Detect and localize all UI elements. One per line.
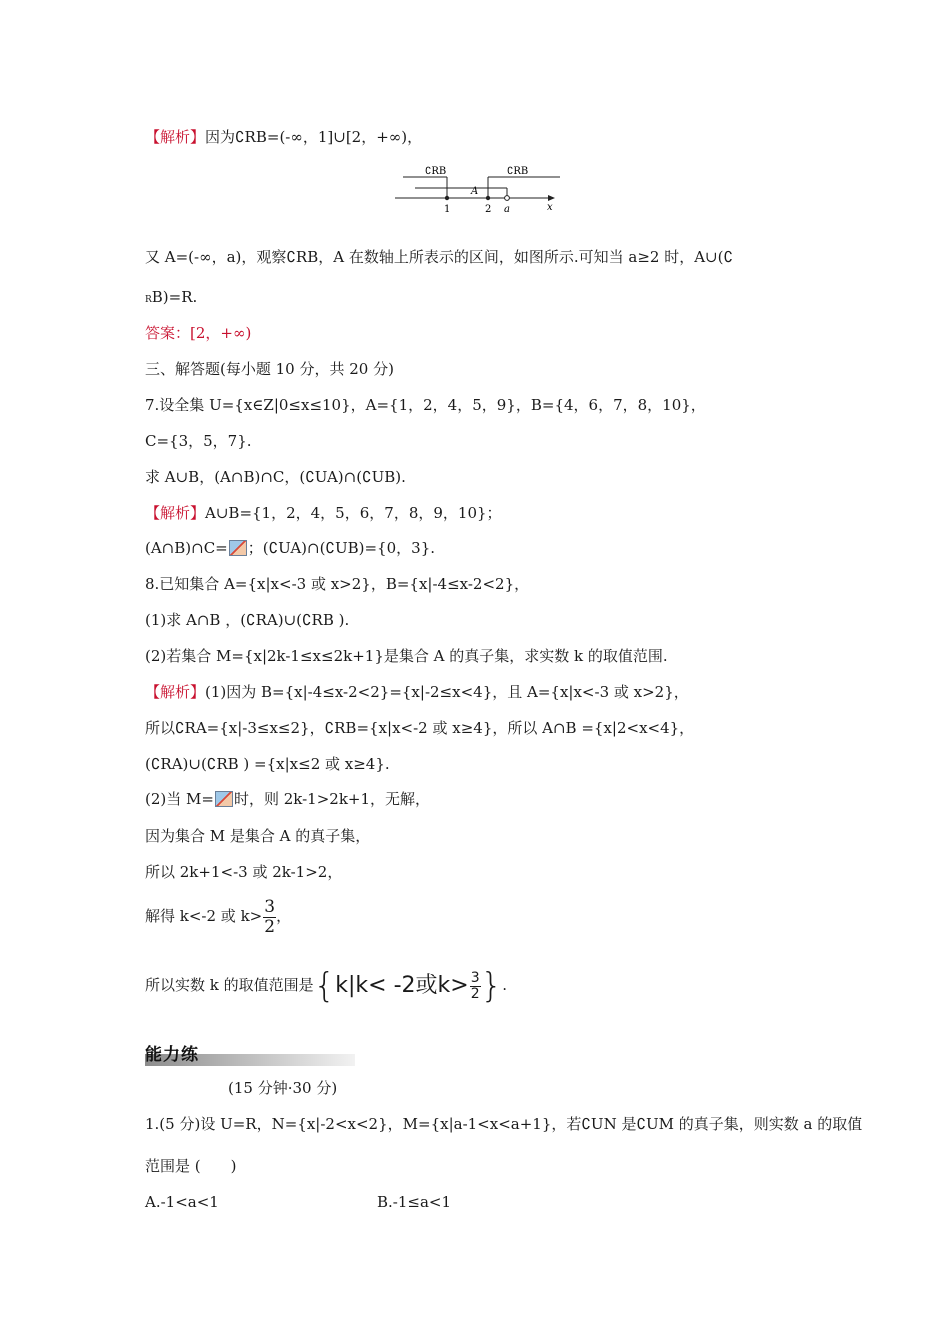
q1-line-1: 1.(5 分)设 U=R，N={x|-2<x<2}，M={x|a-1<x<a+1}，若∁UN 是∁UM 的真子集，则实数 a 的取值 bbox=[145, 1115, 863, 1133]
section-3-title: 三、解答题(每小题 10 分，共 20 分) bbox=[145, 360, 394, 378]
q7-analysis-line bbox=[145, 503, 502, 523]
q8-line-11a: 所以实数 k 的取值范围是 bbox=[145, 976, 314, 994]
subscript-r: R bbox=[145, 295, 152, 305]
q6-explanation-2-text: B)=R. bbox=[151, 288, 198, 306]
q7-analysis-text: A∪B={1，2，4，5，6，7，8，9，10}； bbox=[205, 504, 502, 522]
q8-line-11 bbox=[145, 963, 507, 1008]
q6-analysis-text: 因为∁RB=(-∞，1]∪[2，+∞)， bbox=[205, 128, 423, 146]
q6-explanation-2 bbox=[145, 287, 197, 310]
q8-line-2: (1)求 A∩B ，(∁RA)∪(∁RB ). bbox=[145, 611, 350, 629]
fraction-three-halves: $\frac{3}{2}$ bbox=[470, 969, 480, 1002]
q1-option-b: B.-1≤a<1 bbox=[377, 1193, 452, 1211]
q7-line-5a: (A∩B)∩C= bbox=[145, 539, 228, 557]
q8-line-3: (2)若集合 M={x|2k-1≤x≤2k+1}是集合 A 的真子集，求实数 k 的取值范围. bbox=[145, 647, 668, 665]
q8-line-11b: . bbox=[502, 976, 508, 994]
q6-answer: 答案：[2，+∞) bbox=[145, 324, 252, 342]
ability-section-header bbox=[145, 1040, 355, 1066]
time-score: (15 分钟·30 分) bbox=[228, 1079, 338, 1097]
analysis-tag: 【解析】 bbox=[145, 504, 206, 522]
point-a bbox=[505, 196, 510, 201]
label-a-set: A bbox=[471, 186, 479, 197]
q8-line-7a: (2)当 M= bbox=[145, 790, 214, 808]
q7-line-1: 7.设全集 U={x∈Z|0≤x≤10}，A={1，2，4，5，9}，B={4，6，7，8，10}， bbox=[145, 396, 706, 414]
q8-line-1: 8.已知集合 A={x|x<-3 或 x>2}，B={x|-4≤x-2<2}， bbox=[145, 575, 530, 593]
q8-line-10 bbox=[145, 896, 291, 937]
empty-set-image-icon bbox=[229, 540, 247, 556]
q8-line-5: 所以∁RA={x|-3≤x≤2}，∁RB={x|x<-2 或 x≥4}，所以 A∩B ={x|2<x<4}， bbox=[145, 719, 695, 737]
q8-line-10a: 解得 k<-2 或 k> bbox=[145, 907, 263, 925]
tick-label-a: a bbox=[504, 204, 510, 215]
fraction-three-halves: $\frac{3}{2}$ bbox=[264, 896, 276, 937]
point-1 bbox=[445, 196, 449, 200]
axis-label-x: x bbox=[547, 202, 553, 213]
q1-option-a: A.-1<a<1 bbox=[145, 1193, 219, 1211]
q7-line-5 bbox=[145, 538, 435, 558]
set-body: k|k< -2或k> bbox=[335, 973, 469, 998]
q8-line-10b: ， bbox=[276, 907, 292, 925]
tick-label-2: 2 bbox=[485, 204, 492, 215]
q8-line-7b: 时，则 2k-1>2k+1，无解， bbox=[233, 790, 431, 808]
point-2 bbox=[486, 196, 490, 200]
q7-line-2: C={3，5，7}. bbox=[145, 432, 252, 450]
q8-line-9: 所以 2k+1<-3 或 2k-1>2， bbox=[145, 863, 343, 881]
q6-explanation-1: 又 A=(-∞，a)，观察∁RB，A 在数轴上所表示的区间，如图所示.可知当 a≥2 时，A∪(∁ bbox=[145, 248, 733, 266]
label-complement-b-right: ∁RB bbox=[507, 166, 529, 177]
k-range-set-expression: {k|k< -2或k> $\frac{3}{2}$ } bbox=[313, 966, 503, 1006]
q6-analysis-line bbox=[145, 127, 422, 147]
q1-line-2: 范围是 ( ) bbox=[145, 1157, 237, 1175]
q8-line-6: (∁RA)∪(∁RB ) ={x|x≤2 或 x≥4}. bbox=[145, 755, 390, 773]
label-complement-b-left: ∁RB bbox=[425, 166, 447, 177]
q8-analysis-text: (1)因为 B={x|-4≤x-2<2}={x|-2≤x<4}，且 A={x|x<-3 或 x>2}， bbox=[205, 683, 689, 701]
q7-line-5b: ；(∁UA)∩(∁UB)={0，3}. bbox=[247, 539, 436, 557]
q7-line-3: 求 A∪B，(A∩B)∩C，(∁UA)∩(∁UB). bbox=[145, 468, 406, 486]
analysis-tag: 【解析】 bbox=[145, 128, 206, 146]
tick-label-1: 1 bbox=[444, 204, 451, 215]
q8-line-7 bbox=[145, 789, 430, 809]
number-line-diagram bbox=[395, 160, 565, 220]
q8-line-8: 因为集合 M 是集合 A 的真子集， bbox=[145, 827, 371, 845]
ability-section-title: 能力练 bbox=[145, 1045, 199, 1065]
empty-set-image-icon bbox=[215, 791, 233, 807]
q8-analysis-line bbox=[145, 682, 689, 702]
analysis-tag: 【解析】 bbox=[145, 683, 206, 701]
